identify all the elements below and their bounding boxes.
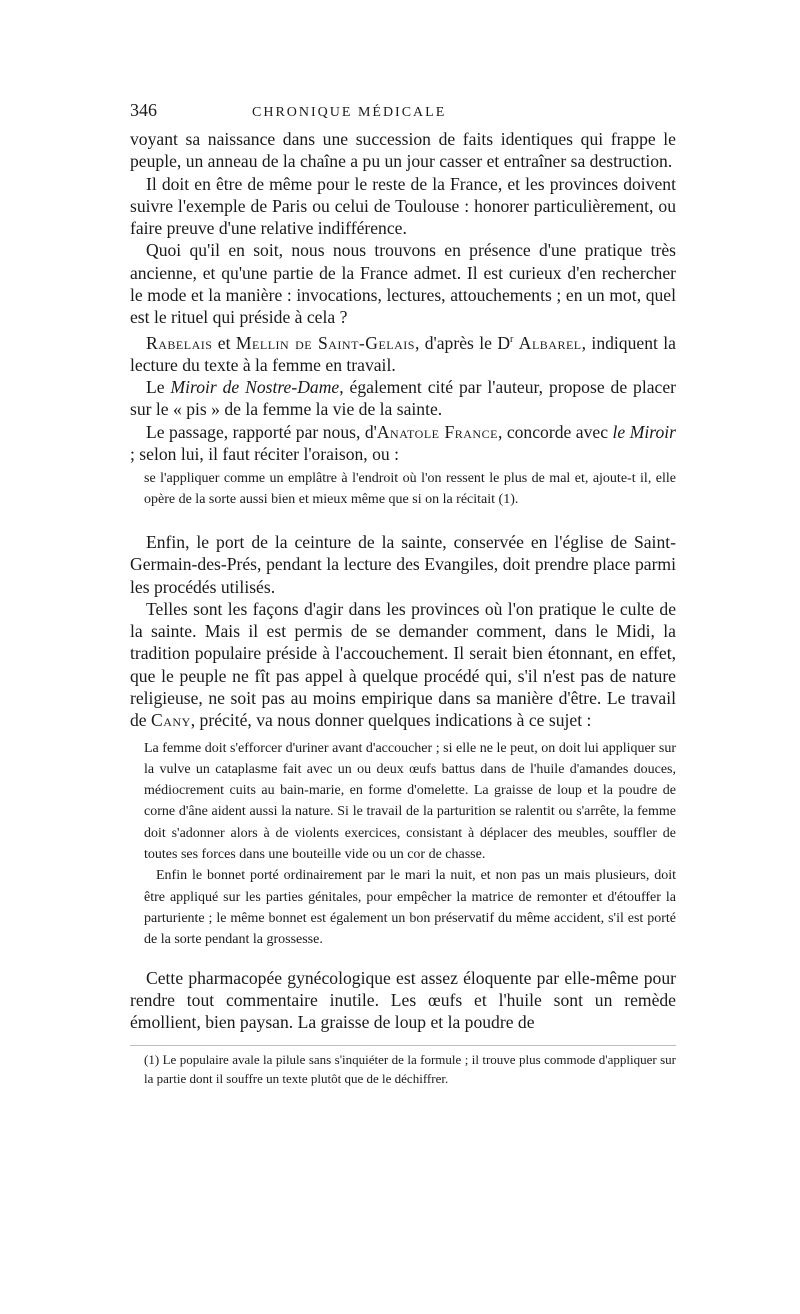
spacer — [130, 951, 676, 967]
block-quote-2b: Enfin le bonnet porté ordinairement par le mari la nuit, et non pas un mais plusieurs, doit être appliqué sur les parties génitales, pour empêcher la matrice de remonter et d'étouffer la parturiente ; le même bonnet est également un bon préservatif du même accident, s'il est porté de la sorte pendant la grossesse. — [144, 868, 676, 948]
paragraph-5 — [130, 376, 676, 421]
author-name-mellin: Mellin de Saint-Gelais — [235, 332, 415, 353]
block-quote-1: se l'appliquer comme un emplâtre à l'endroit où l'on ressent le plus de mal et, ajoute-t il, elle opère de la sorte aussi bien et mieux même que si on la récitait (1). — [144, 471, 676, 508]
author-name-anatole-france: Anatole France — [376, 421, 498, 442]
paragraph-5-text-1: Le — [146, 377, 171, 398]
paragraph-7: Enfin, le port de la ceinture de la sainte, conservée en l'église de Saint-Germain-des-Prés, pendant la lecture des Evangiles, doit prendre place parmi les procédés utilisés. — [130, 531, 676, 597]
paragraph-4 — [130, 329, 676, 376]
page-header — [130, 100, 676, 128]
footnote-divider — [130, 1045, 676, 1046]
author-name-cany: Cany — [151, 710, 191, 731]
paragraph-8-text-2: , précité, va nous donner quelques indications à ce sujet : — [190, 710, 592, 731]
paragraph-4-text-1: et — [212, 332, 236, 353]
author-name-rabelais: Rabelais — [146, 332, 213, 353]
paragraph-6 — [130, 421, 676, 466]
paragraph-9: Cette pharmacopée gynécologique est assez éloquente par elle-même pour rendre tout commentaire inutile. Les œufs et l'huile sont un remède émollient, bien paysan. La graisse de loup et la poudre de — [130, 967, 676, 1033]
book-title-le-miroir: le Miroir — [612, 421, 676, 442]
paragraph-6-text-2: , concorde avec — [497, 421, 613, 442]
block-quote-2a: La femme doit s'efforcer d'uriner avant d'accoucher ; si elle ne le peut, on doit lui appliquer sur la vulve un cataplasme fait avec un ou deux œufs battus dans de l'huile d'amandes douces, médiocrement cuits au bain-marie, en forme d'omelette. La graisse de loup et la poudre de corne d'âne aident aussi la nature. Si le travail de la parturition se ralentit ou s'arrête, la femme doit s'adonner alors à de violents exercices, consistant à déplacer des meubles, souffler de toutes ses forces dans une bouteille vide ou un cor de chasse. — [144, 740, 676, 863]
paragraph-3: Quoi qu'il en soit, nous nous trouvons en présence d'une pratique très ancienne, et qu'une partie de la France admet. Il est curieux d'en rechercher le mode et la manière : invocations, lectures, attouchements ; en un mot, quel est le rituel qui préside à cela ? — [130, 240, 676, 328]
paragraph-2: Il doit en être de même pour le reste de la France, et les provinces doivent suivre l'exemple de Paris ou celui de Toulouse : honorer particulièrement, ou faire preuve d'une relative indifférence. — [130, 173, 676, 239]
page-number: 346 — [130, 100, 157, 120]
paragraph-6-text-1: Le passage, rapporté par nous, d' — [146, 421, 377, 442]
running-title: CHRONIQUE MÉDICALE — [252, 105, 447, 120]
paragraph-4-text-2: , d'après le D — [414, 332, 511, 353]
paragraph-6-text-3: ; selon lui, il faut réciter l'oraison, ou : — [130, 444, 399, 465]
paragraph-8 — [130, 598, 676, 732]
author-name-albarel: Albarel — [518, 332, 582, 353]
paragraph-5-text-2: , également cité par l'auteur, propose de placer sur le « pis » de la femme la vie de la sainte. — [130, 377, 676, 420]
document-page — [130, 100, 676, 1088]
doctor-superscript: r — [510, 333, 514, 345]
paragraph-8-text-1: Telles sont les façons d'agir dans les provinces où l'on pratique le culte de la sainte. Mais il est permis de se demander comment, dans le Midi, la tradition populaire préside à l'accouchement. Il serait bien étonnant, en effet, que le peuple ne fît pas appel à quelque procédé qui, s'il n'est pas de nature religieuse, ne soit pas au moins empirique dans sa manière d'être. Le travail de — [130, 598, 676, 731]
paragraph-4-text-3: , indiquent la lecture du texte à la femme en travail. — [130, 332, 676, 375]
paragraph-1: voyant sa naissance dans une succession de faits identiques qui frappe le peuple, un anneau de la chaîne a pu un jour casser et entraîner sa destruction. — [130, 129, 676, 172]
book-title-miroir: Miroir de Nostre-Dame — [170, 377, 340, 398]
footnote: (1) Le populaire avale la pilule sans s'inquiéter de la formule ; il trouve plus commode d'appliquer sur la partie dont il souffre un texte plutôt que de le déchiffrer. — [144, 1052, 676, 1087]
spacer — [130, 511, 676, 531]
